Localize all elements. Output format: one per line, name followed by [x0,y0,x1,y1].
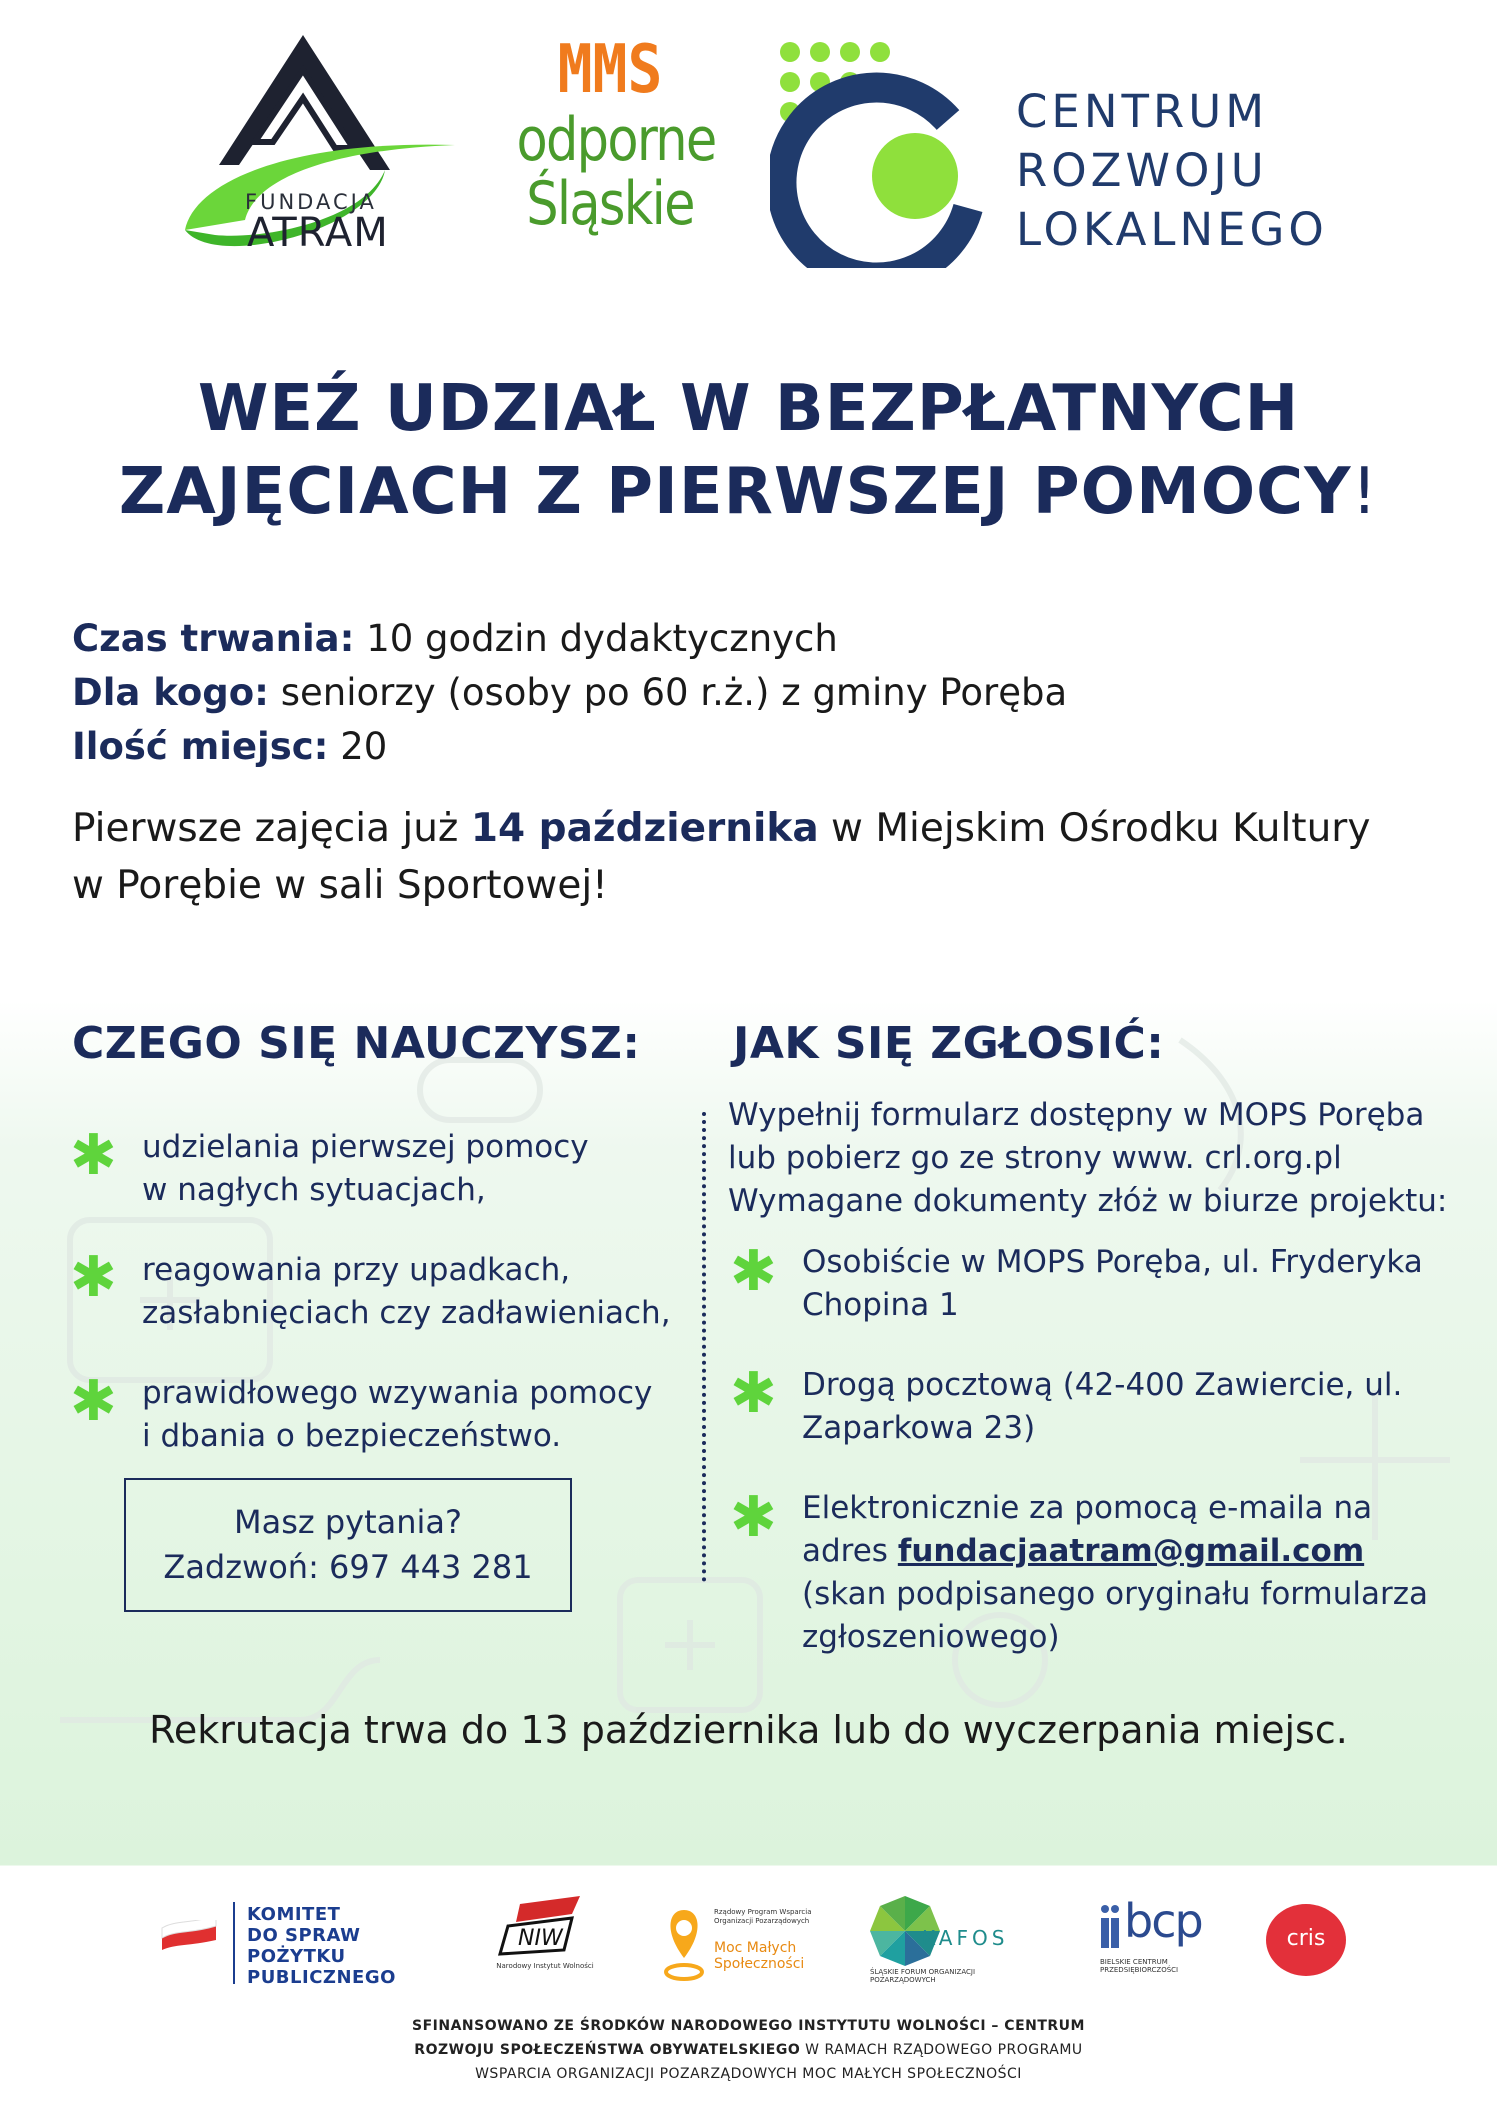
atram-logo-line2: ATRAM [247,210,389,256]
funding-line2-rest: W RAMACH RZĄDOWEGO PROGRAMU [800,2042,1083,2058]
first-class-line2: w Porębie w sali Sportowej! [72,863,608,908]
first-class-line1 [72,800,1432,857]
funding-line2-bold: ROZWOJU SPOŁECZEŃSTWA OBYWATELSKIEGO [414,2042,801,2058]
seats-value: 20 [328,725,388,768]
crl-logo-line2: ROZWOJU [1016,144,1268,197]
apply-intro [728,1094,1448,1223]
star-bullet-icon: ✱ [730,1239,777,1304]
komitet-line3: POŻYTKU [247,1946,346,1967]
course-info [72,612,1067,774]
questions-box [124,1478,572,1612]
headline-line2 [0,455,1497,529]
niw-logo-caption: Narodowy Instytut Wolności [496,1962,594,1970]
questions-phone[interactable]: Zadzwoń: 697 443 281 [163,1548,533,1586]
bcp-logo-mark [1100,1904,1126,1954]
first-class-date: 14 października [470,806,819,851]
audience-value: seniorzy (osoby po 60 r.ż.) z gminy Poręba [268,671,1068,714]
moc-malych-line2: Społeczności [714,1956,805,1972]
first-class-before: Pierwsze zajęcia już [72,806,471,851]
apply-email-line4: zgłoszeniowego) [802,1619,1060,1655]
learn-item-line1: prawidłowego wzywania pomocy [142,1375,653,1411]
recruitment-note: Rekrutacja trwa do 13 października lub do wyczerpania miejsc. [149,1708,1348,1752]
moc-malych-small: Rządowy Program Wsparcia Organizacji Pozarządowych [714,1908,812,1925]
apply-email-line1: Elektronicznie za pomocą e-maila na [802,1490,1373,1526]
bcp-logo [1100,1896,1210,1986]
apply-intro-line3: Wymagane dokumenty złóż w biurze projektu: [728,1183,1448,1219]
komitet-line4: PUBLICZNEGO [247,1967,396,1988]
mms-logo-line1: MMS [557,29,663,109]
dotted-divider [702,1112,706,1582]
apply-email-prefix: adres [802,1533,898,1569]
first-class-after: w Miejskim Ośrodku Kultury [818,806,1371,851]
crl-logo-text [1016,82,1328,259]
komitet-line2: DO SPRAW [247,1925,361,1946]
star-bullet-icon: ✱ [70,1123,117,1188]
kafos-logo-caption: ŚLĄSKIE FORUM ORGANIZACJI POZARZĄDOWYCH [870,1968,976,1984]
star-bullet-icon: ✱ [70,1369,117,1434]
email-link[interactable]: fundacjaatram@gmail.com [897,1533,1365,1569]
polish-flag-icon [160,1920,218,1960]
learn-item-line1: udzielania pierwszej pomocy [142,1129,589,1165]
headline-exclamation: ! [1351,455,1379,529]
learn-item-line2: zasłabnięciach czy zadławieniach, [142,1295,671,1331]
komitet-divider [233,1902,235,1984]
moc-malych-logo [662,1900,822,1990]
atram-logo-line1: FUNDACJA [245,190,377,214]
first-class-info [72,800,1432,914]
funding-line1-text: SFINANSOWANO ZE ŚRODKÓW NARODOWEGO INSTYTUTU WOLNOŚCI – CENTRUM [412,2018,1085,2034]
duration-value: 10 godzin dydaktycznych [354,617,838,660]
apply-item-line2: Zaparkowa 23) [802,1410,1036,1446]
crl-logo-line1: CENTRUM [1016,85,1269,138]
star-bullet-icon: ✱ [730,1485,777,1550]
apply-email-line2 [802,1530,1428,1573]
apply-title: JAK SIĘ ZGŁOSIĆ: [733,1018,1165,1069]
apply-item [802,1241,1423,1327]
learn-title: CZEGO SIĘ NAUCZYSZ: [72,1018,641,1069]
apply-item-line2: Chopina 1 [802,1287,959,1323]
moc-malych-logo-mark [662,1906,706,1984]
apply-email-line3: (skan podpisanego oryginału formularza [802,1576,1428,1612]
learn-item [142,1126,589,1212]
bcp-logo-text: bcp [1124,1894,1202,1948]
headline-line1: WEŹ UDZIAŁ W BEZPŁATNYCH [197,372,1300,446]
apply-intro-line2: lub pobierz go ze strony www. crl.org.pl [728,1140,1342,1176]
funding-line2 [0,2038,1497,2062]
seats-row [72,720,1067,774]
crl-logo-line3: LOKALNEGO [1016,203,1328,256]
komitet-logo-text [247,1904,396,1988]
atram-logo [175,30,465,270]
star-bullet-icon: ✱ [730,1361,777,1426]
funding-line3: WSPARCIA ORGANIZACJI POZARZĄDOWYCH MOC MAŁYCH SPOŁECZNOŚCI [475,2066,1022,2082]
niw-logo-text: NIW [518,1926,563,1951]
star-bullet-icon: ✱ [70,1245,117,1310]
crl-logo-mark [770,38,990,268]
komitet-line1: KOMITET [247,1904,341,1925]
questions-line1: Masz pytania? [233,1503,463,1541]
funding-note [0,2014,1497,2086]
duration-label: Czas trwania: [72,617,355,660]
audience-row [72,666,1067,720]
duration-row [72,612,1067,666]
kafos-logo-text: KAFOS [922,1926,1009,1950]
cris-logo [1266,1904,1346,1976]
learn-item-line2: w nagłych sytuacjach, [142,1172,486,1208]
learn-item [142,1249,671,1335]
apply-intro-line1: Wypełnij formularz dostępny w MOPS Poręba [728,1097,1425,1133]
learn-item [142,1372,652,1458]
apply-item [802,1364,1402,1450]
niw-logo [490,1896,600,1988]
seats-label: Ilość miejsc: [72,725,329,768]
cris-logo-text: cris [1286,1926,1326,1951]
apply-item-line1: Osobiście w MOPS Poręba, ul. Fryderyka [802,1244,1423,1280]
moc-malych-line1: Moc Małych [714,1940,797,1956]
moc-malych-name [714,1940,804,1972]
audience-label: Dla kogo: [72,671,269,714]
funding-line1 [0,2014,1497,2038]
headline-line2-text: ZAJĘCIACH Z PIERWSZEJ POMOCY [118,455,1352,529]
mms-logo-line3: Śląskie [526,169,694,239]
bcp-logo-caption: BIELSKIE CENTRUM PRZEDSIĘBIORCZOŚCI [1100,1958,1179,1974]
kafos-logo [870,1896,1040,1986]
mms-logo-line2: odporne [516,105,716,175]
apply-item-line1: Drogą pocztową (42-400 Zawiercie, ul. [802,1367,1403,1403]
learn-item-line1: reagowania przy upadkach, [142,1252,571,1288]
apply-email-item [802,1487,1428,1659]
learn-item-line2: i dbania o bezpieczeństwo. [142,1418,562,1454]
